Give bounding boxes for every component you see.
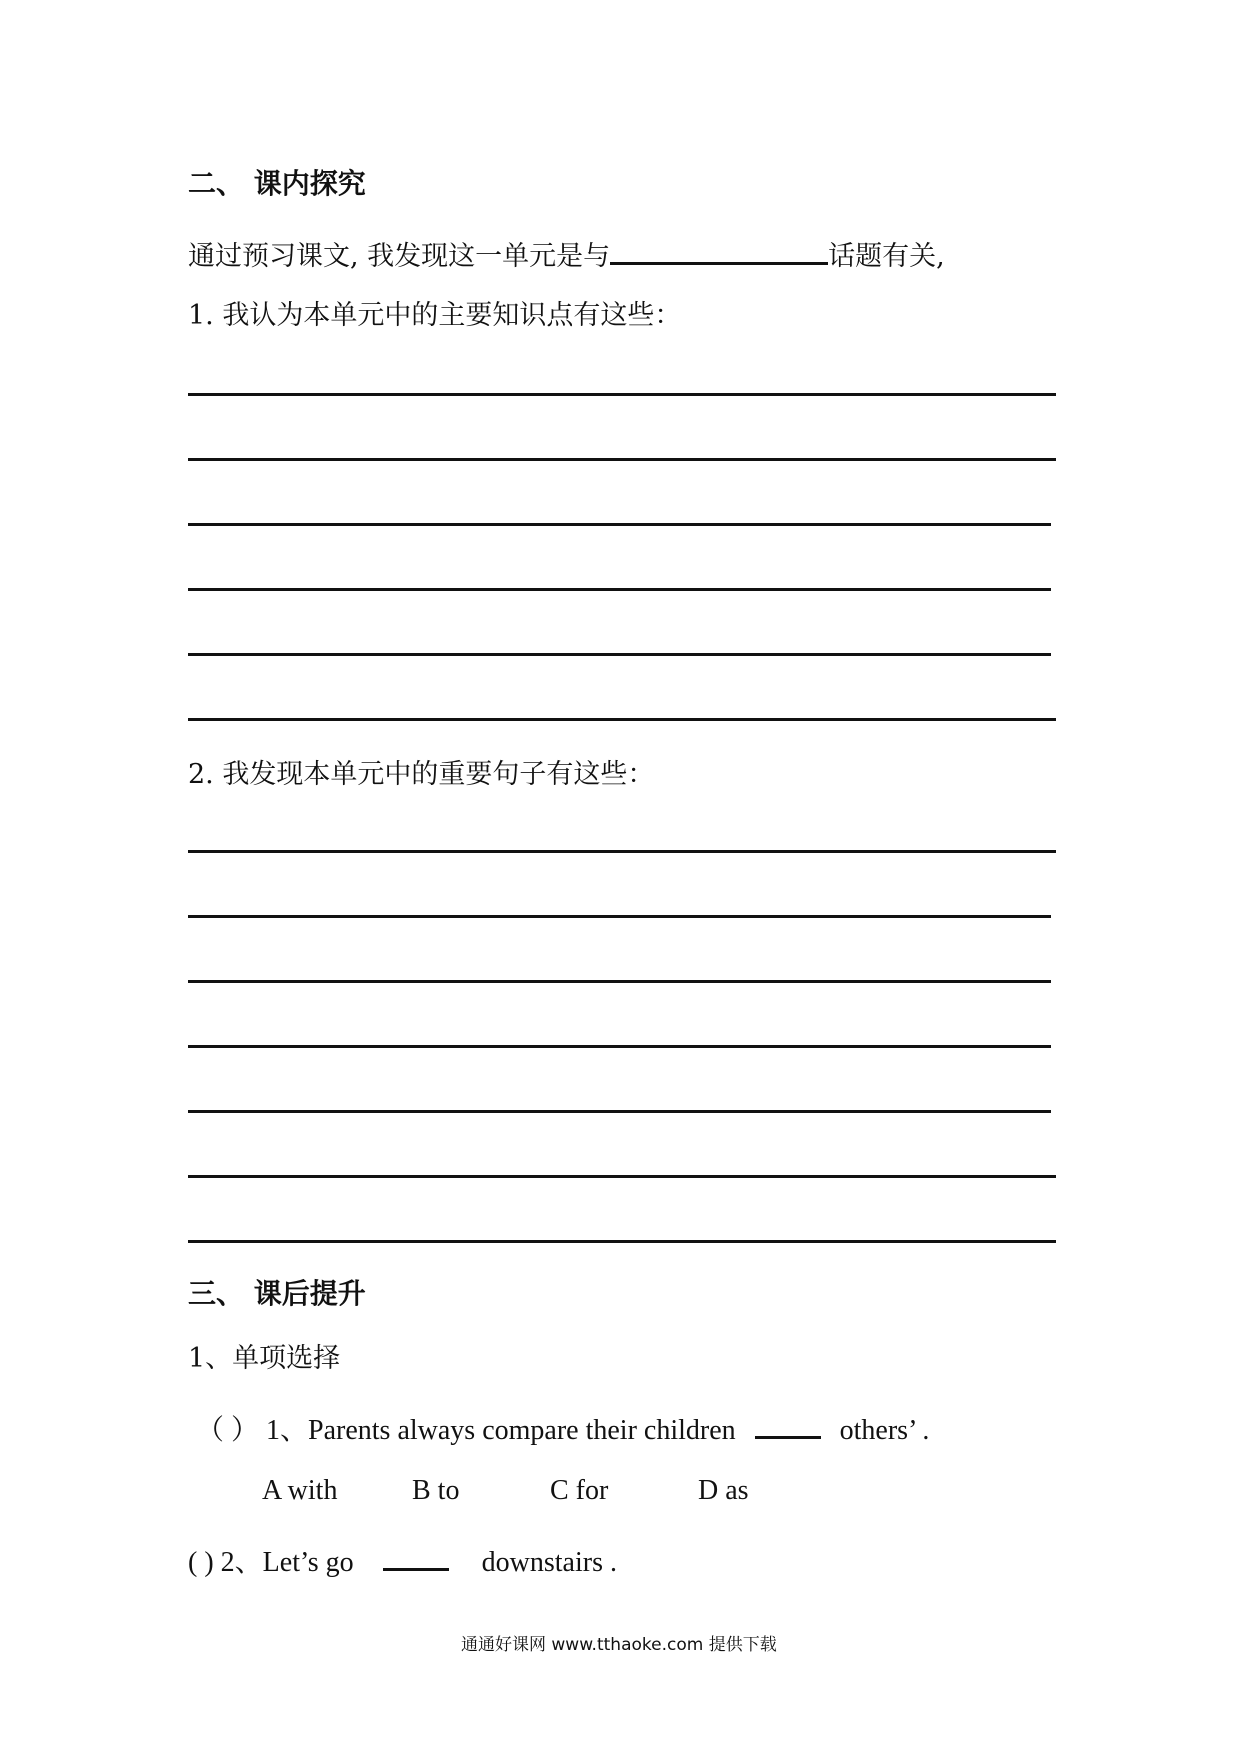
writing-line[interactable] <box>188 458 1056 461</box>
topic-blank[interactable] <box>610 236 828 265</box>
answer-bracket[interactable]: ( ) <box>188 1547 214 1578</box>
writing-line[interactable] <box>188 980 1051 983</box>
writing-line[interactable] <box>188 850 1056 853</box>
writing-line[interactable] <box>188 718 1056 721</box>
question-1-blank[interactable] <box>755 1410 821 1439</box>
question-2-tail: downstairs . <box>481 1547 617 1578</box>
question-1 <box>196 1410 929 1445</box>
answer-bracket[interactable]: （ ） <box>196 1415 260 1446</box>
writing-line[interactable] <box>188 393 1056 396</box>
writing-line[interactable] <box>188 523 1051 526</box>
option-b: B to <box>412 1475 460 1506</box>
writing-line[interactable] <box>188 588 1051 591</box>
intro-before: 通过预习课文, 我发现这一单元是与 <box>188 241 611 272</box>
writing-line[interactable] <box>188 1045 1051 1048</box>
section-2-heading: 二、 课内探究 <box>188 167 366 200</box>
writing-line[interactable] <box>188 1240 1056 1243</box>
question-1-text: 1、Parents always compare their children <box>266 1415 736 1446</box>
question-2-blank[interactable] <box>383 1542 449 1571</box>
writing-line[interactable] <box>188 1110 1051 1113</box>
writing-line[interactable] <box>188 915 1051 918</box>
footer-watermark: 通通好课网 www.tthaoke.com 提供下载 <box>461 1635 777 1655</box>
writing-line[interactable] <box>188 653 1051 656</box>
question-2-text: 2、Let’s go <box>220 1547 354 1578</box>
question-1-tail: others’ . <box>839 1415 930 1446</box>
key-sentences-prompt: 2. 我发现本单元中的重要句子有这些： <box>188 759 655 790</box>
single-choice-heading: 1、单项选择 <box>188 1343 341 1374</box>
option-c: C for <box>550 1475 609 1506</box>
writing-line[interactable] <box>188 1175 1056 1178</box>
question-2 <box>188 1542 617 1577</box>
intro-sentence <box>188 236 945 270</box>
section-3-heading: 三、 课后提升 <box>188 1277 366 1310</box>
option-a: A with <box>262 1475 338 1506</box>
option-d: D as <box>698 1475 749 1506</box>
intro-after: 话题有关, <box>828 241 945 272</box>
knowledge-points-prompt: 1. 我认为本单元中的主要知识点有这些： <box>188 300 682 331</box>
